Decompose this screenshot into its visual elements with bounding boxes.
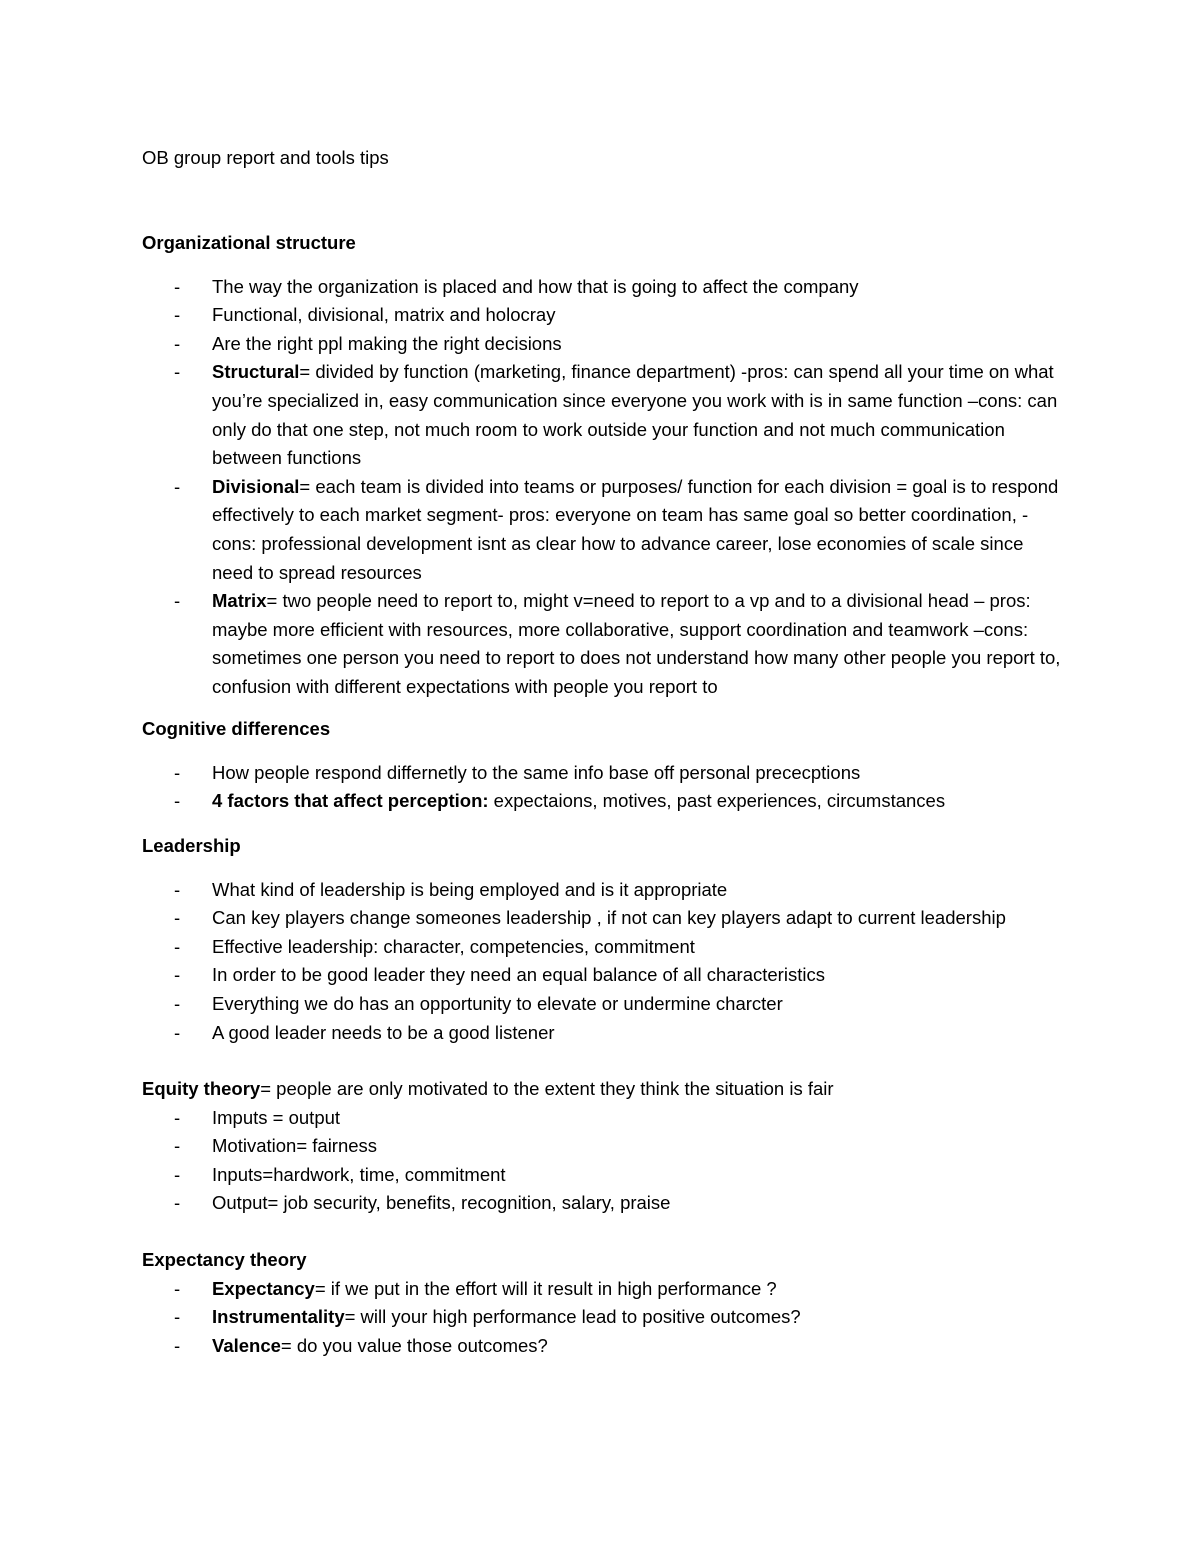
list-item [142, 358, 1062, 472]
item-text: How people respond differnetly to the same info base off personal prececptions [212, 761, 861, 783]
section-heading [142, 1075, 1062, 1104]
dash-bullet: - [174, 1106, 181, 1128]
item-text: = each team is divided into teams or purposes/ function for each division = goal is to respond effectively to each market segment- pros: everyone on team has same goal so better coordination, - cons: professional development isnt as clear how to advance career, lose economies of scale since need to spread resources [212, 475, 1059, 583]
dash-bullet: - [174, 475, 181, 497]
item-bold: Expectancy [212, 1277, 315, 1299]
item-text: Imputs = output [212, 1106, 341, 1128]
bullet-list [142, 759, 1062, 816]
dash-bullet: - [174, 907, 181, 929]
item-text: What kind of leadership is being employed and is it appropriate [212, 878, 728, 900]
dash-bullet: - [174, 590, 181, 612]
dash-bullet: - [174, 935, 181, 957]
list-item [142, 1303, 1062, 1332]
dash-bullet: - [174, 332, 181, 354]
item-text: Output= job security, benefits, recognition, salary, praise [212, 1192, 671, 1214]
section-expectancy-theory [142, 1246, 1062, 1360]
dash-bullet: - [174, 964, 181, 986]
list-item [142, 990, 1062, 1019]
dash-bullet: - [174, 1334, 181, 1356]
section-heading [142, 715, 1062, 744]
dash-bullet: - [174, 992, 181, 1014]
dash-bullet: - [174, 1306, 181, 1328]
dash-bullet: - [174, 878, 181, 900]
dash-bullet: - [174, 275, 181, 297]
list-item [142, 787, 1062, 816]
item-bold: Divisional [212, 475, 300, 497]
item-text: Can key players change someones leadership , if not can key players adapt to current leadership [212, 907, 1006, 929]
section-organizational-structure [142, 229, 1062, 702]
dash-bullet: - [174, 1192, 181, 1214]
item-text: A good leader needs to be a good listener [212, 1021, 555, 1043]
list-item [142, 933, 1062, 962]
list-item [142, 904, 1062, 933]
list-item [142, 759, 1062, 788]
item-text: Functional, divisional, matrix and holocray [212, 304, 556, 326]
heading-bold: Expectancy theory [142, 1249, 307, 1270]
item-text: Are the right ppl making the right decisions [212, 332, 562, 354]
item-text: Everything we do has an opportunity to elevate or undermine charcter [212, 992, 783, 1014]
bullet-list [142, 273, 1062, 702]
item-text: = do you value those outcomes? [280, 1334, 548, 1356]
document-title: OB group report and tools tips [142, 147, 389, 168]
section-leadership [142, 832, 1062, 1047]
item-text: = divided by function (marketing, finance department) -pros: can spend all your time on what you’re specialized in, easy communication since everyone you work with is in same function –cons: can only do that one step, not much room to work outside your function and not much communication between functions [212, 361, 1058, 469]
bullet-list [142, 1104, 1062, 1218]
section-heading [142, 1246, 1062, 1275]
bullet-list [142, 1275, 1062, 1361]
dash-bullet: - [174, 304, 181, 326]
list-item [142, 1161, 1062, 1190]
bullet-list [142, 876, 1062, 1048]
section-cognitive-differences [142, 715, 1062, 816]
heading-bold: Equity theory [142, 1078, 261, 1099]
item-bold: Structural [212, 361, 300, 383]
item-text: = will your high performance lead to positive outcomes? [344, 1306, 801, 1328]
item-text: Inputs=hardwork, time, commitment [212, 1163, 506, 1185]
item-text: expectaions, motives, past experiences, circumstances [488, 790, 946, 812]
list-item [142, 330, 1062, 359]
heading-bold: Leadership [142, 835, 241, 856]
dash-bullet: - [174, 1163, 181, 1185]
list-item [142, 1104, 1062, 1133]
heading-rest: = people are only motivated to the extent they think the situation is fair [260, 1078, 834, 1099]
item-text: The way the organization is placed and how that is going to affect the company [212, 275, 859, 297]
dash-bullet: - [174, 361, 181, 383]
section-heading [142, 832, 1062, 861]
list-item [142, 473, 1062, 587]
item-bold: Valence [212, 1334, 281, 1356]
item-text: = if we put in the effort will it result in high performance ? [314, 1277, 777, 1299]
item-bold: 4 factors that affect perception: [212, 790, 489, 812]
item-bold: Instrumentality [212, 1306, 345, 1328]
list-item [142, 273, 1062, 302]
item-text: Motivation= fairness [212, 1135, 378, 1157]
list-item [142, 587, 1062, 701]
list-item [142, 1275, 1062, 1304]
item-text: = two people need to report to, might v=need to report to a vp and to a divisional head – pros: maybe more efficient with resources, more collaborative, support coordination and teamwork –cons: sometimes one person you need to report to does not understand how many other people you report to, confusion with different expectations with people you report to [212, 590, 1061, 697]
section-heading [142, 229, 1062, 258]
section-equity-theory [142, 1075, 1062, 1218]
list-item [142, 1132, 1062, 1161]
heading-bold: Cognitive differences [142, 718, 331, 739]
dash-bullet: - [174, 761, 181, 783]
dash-bullet: - [174, 1021, 181, 1043]
list-item [142, 876, 1062, 905]
heading-bold: Organizational structure [142, 232, 356, 253]
list-item [142, 1019, 1062, 1048]
list-item [142, 301, 1062, 330]
dash-bullet: - [174, 1135, 181, 1157]
list-item [142, 1189, 1062, 1218]
list-item [142, 961, 1062, 990]
dash-bullet: - [174, 790, 181, 812]
item-bold: Matrix [212, 590, 267, 612]
item-text: Effective leadership: character, competencies, commitment [212, 935, 695, 957]
dash-bullet: - [174, 1277, 181, 1299]
item-text: In order to be good leader they need an equal balance of all characteristics [212, 964, 825, 986]
list-item [142, 1332, 1062, 1361]
